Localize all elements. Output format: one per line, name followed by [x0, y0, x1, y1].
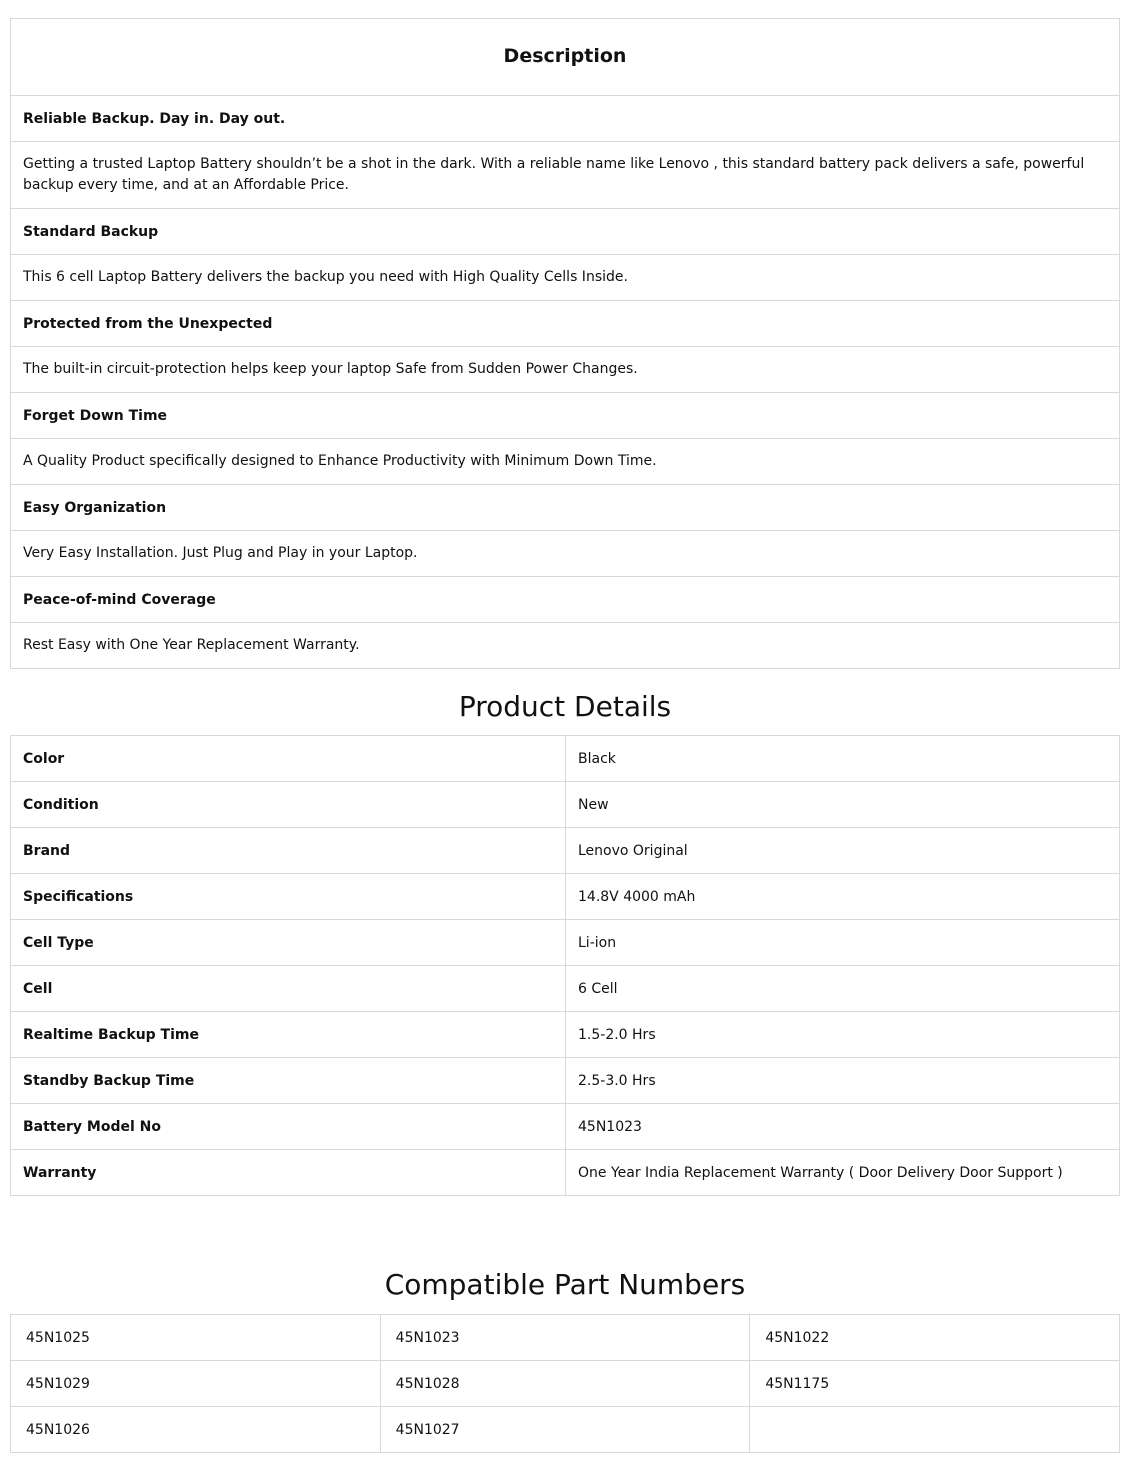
description-table — [10, 18, 1120, 669]
part-number-cell: 45N1026 — [11, 1407, 381, 1453]
table-row — [11, 1407, 1120, 1453]
table-row — [11, 920, 1120, 966]
detail-key: Color — [11, 736, 566, 782]
description-text: This 6 cell Laptop Battery delivers the backup you need with High Quality Cells Inside. — [11, 255, 1120, 301]
description-text: A Quality Product specifically designed to Enhance Productivity with Minimum Down Time. — [11, 439, 1120, 485]
detail-key: Warranty — [11, 1150, 566, 1196]
table-row — [11, 1315, 1120, 1361]
detail-value: 6 Cell — [566, 966, 1120, 1012]
table-row — [11, 1058, 1120, 1104]
detail-value: 1.5-2.0 Hrs — [566, 1012, 1120, 1058]
detail-key: Realtime Backup Time — [11, 1012, 566, 1058]
description-heading: Easy Organization — [11, 485, 1120, 531]
table-row — [11, 1104, 1120, 1150]
description-heading: Peace-of-mind Coverage — [11, 577, 1120, 623]
description-text: Getting a trusted Laptop Battery shouldn’t be a shot in the dark. With a reliable name like Lenovo , this standard battery pack delivers a safe, powerful backup every time, and at an Affordable Price. — [11, 142, 1120, 209]
table-row — [11, 874, 1120, 920]
description-text: Very Easy Installation. Just Plug and Play in your Laptop. — [11, 531, 1120, 577]
detail-key: Battery Model No — [11, 1104, 566, 1150]
compatible-parts-table — [10, 1314, 1120, 1453]
table-row — [11, 1150, 1120, 1196]
description-text: Rest Easy with One Year Replacement Warranty. — [11, 623, 1120, 669]
part-number-cell: 45N1175 — [750, 1361, 1120, 1407]
product-details-table — [10, 735, 1120, 1196]
table-row — [11, 966, 1120, 1012]
compatible-parts-title: Compatible Part Numbers — [384, 1268, 746, 1301]
detail-value: Black — [566, 736, 1120, 782]
part-number-cell: 45N1022 — [750, 1315, 1120, 1361]
detail-value: 2.5-3.0 Hrs — [566, 1058, 1120, 1104]
description-heading: Reliable Backup. Day in. Day out. — [11, 96, 1120, 142]
detail-value: Lenovo Original — [566, 828, 1120, 874]
detail-key: Cell Type — [11, 920, 566, 966]
description-heading: Protected from the Unexpected — [11, 301, 1120, 347]
detail-key: Cell — [11, 966, 566, 1012]
table-row — [11, 736, 1120, 782]
part-number-cell: 45N1027 — [380, 1407, 750, 1453]
detail-key: Condition — [11, 782, 566, 828]
table-row — [11, 782, 1120, 828]
detail-key: Brand — [11, 828, 566, 874]
table-row — [11, 828, 1120, 874]
detail-value: 14.8V 4000 mAh — [566, 874, 1120, 920]
description-title: Description — [11, 19, 1120, 96]
description-text: The built-in circuit-protection helps keep your laptop Safe from Sudden Power Changes. — [11, 347, 1120, 393]
part-number-cell — [750, 1407, 1120, 1453]
part-number-cell: 45N1029 — [11, 1361, 381, 1407]
description-heading: Forget Down Time — [11, 393, 1120, 439]
detail-value: One Year India Replacement Warranty ( Door Delivery Door Support ) — [566, 1150, 1120, 1196]
detail-key: Standby Backup Time — [11, 1058, 566, 1104]
table-row — [11, 1361, 1120, 1407]
detail-key: Specifications — [11, 874, 566, 920]
description-heading: Standard Backup — [11, 209, 1120, 255]
detail-value: New — [566, 782, 1120, 828]
part-number-cell: 45N1025 — [11, 1315, 381, 1361]
detail-value: Li-ion — [566, 920, 1120, 966]
detail-value: 45N1023 — [566, 1104, 1120, 1150]
part-number-cell: 45N1023 — [380, 1315, 750, 1361]
part-number-cell: 45N1028 — [380, 1361, 750, 1407]
table-row — [11, 1012, 1120, 1058]
product-details-title: Product Details — [458, 690, 672, 723]
